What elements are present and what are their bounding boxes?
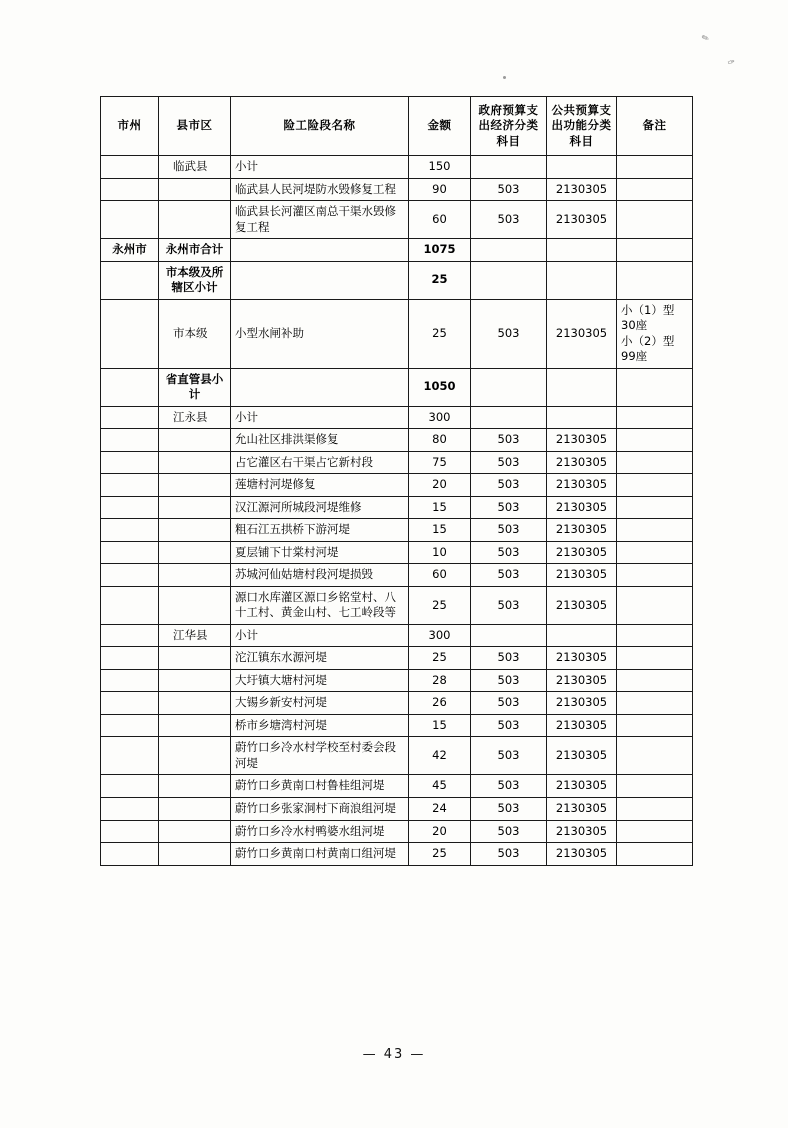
cell-functional-category: 2130305 <box>547 692 617 715</box>
column-header-functional-category: 公共预算支出功能分类科目 <box>547 97 617 156</box>
cell-remark <box>617 669 693 692</box>
cell-functional-category: 2130305 <box>547 843 617 866</box>
cell-project-name: 小计 <box>231 156 409 179</box>
cell-functional-category <box>547 239 617 262</box>
cell-project-name: 蔚竹口乡黄南口村黄南口组河堤 <box>231 843 409 866</box>
table-row <box>101 299 693 368</box>
cell-economic-category: 503 <box>471 541 547 564</box>
cell-city <box>101 156 159 179</box>
table-row <box>101 564 693 587</box>
cell-city <box>101 519 159 542</box>
cell-economic-category: 503 <box>471 737 547 775</box>
cell-project-name: 桥市乡塘湾村河堤 <box>231 714 409 737</box>
cell-city <box>101 647 159 670</box>
cell-remark <box>617 737 693 775</box>
column-header-economic-category: 政府预算支出经济分类科目 <box>471 97 547 156</box>
cell-project-name: 蔚竹口乡黄南口村鲁桂组河堤 <box>231 775 409 798</box>
table-row <box>101 647 693 670</box>
cell-city <box>101 496 159 519</box>
cell-remark: 小（1）型30座 小（2）型99座 <box>617 299 693 368</box>
cell-remark <box>617 519 693 542</box>
cell-city <box>101 178 159 201</box>
table-row <box>101 156 693 179</box>
cell-city <box>101 541 159 564</box>
cell-county <box>159 564 231 587</box>
cell-amount: 24 <box>409 797 471 820</box>
cell-functional-category <box>547 261 617 299</box>
table-header <box>101 97 693 156</box>
cell-project-name: 占它灌区右干渠占它新村段 <box>231 451 409 474</box>
cell-remark <box>617 368 693 406</box>
cell-economic-category: 503 <box>471 201 547 239</box>
cell-county <box>159 820 231 843</box>
cell-county <box>159 178 231 201</box>
cell-functional-category: 2130305 <box>547 647 617 670</box>
scan-artifact-marks <box>688 30 748 90</box>
cell-remark <box>617 586 693 624</box>
cell-amount: 60 <box>409 564 471 587</box>
cell-amount: 80 <box>409 429 471 452</box>
cell-remark <box>617 239 693 262</box>
cell-functional-category: 2130305 <box>547 474 617 497</box>
table-row <box>101 201 693 239</box>
scan-speck <box>503 76 506 79</box>
cell-project-name: 大圩镇大塘村河堤 <box>231 669 409 692</box>
cell-county <box>159 474 231 497</box>
cell-remark <box>617 843 693 866</box>
table-row <box>101 797 693 820</box>
table-row <box>101 624 693 647</box>
cell-amount: 45 <box>409 775 471 798</box>
cell-project-name <box>231 239 409 262</box>
cell-remark <box>617 496 693 519</box>
cell-city <box>101 843 159 866</box>
table-header-row <box>101 97 693 156</box>
cell-amount: 20 <box>409 474 471 497</box>
cell-functional-category: 2130305 <box>547 178 617 201</box>
cell-city <box>101 299 159 368</box>
cell-project-name: 汉江源河所城段河堤维修 <box>231 496 409 519</box>
cell-county <box>159 541 231 564</box>
table-row <box>101 737 693 775</box>
cell-county <box>159 451 231 474</box>
cell-economic-category: 503 <box>471 474 547 497</box>
cell-city <box>101 624 159 647</box>
cell-functional-category <box>547 368 617 406</box>
cell-project-name: 小计 <box>231 406 409 429</box>
table-row <box>101 474 693 497</box>
cell-amount: 300 <box>409 624 471 647</box>
cell-economic-category <box>471 368 547 406</box>
cell-remark <box>617 451 693 474</box>
cell-remark <box>617 201 693 239</box>
cell-amount: 25 <box>409 299 471 368</box>
cell-economic-category <box>471 239 547 262</box>
cell-project-name: 小计 <box>231 624 409 647</box>
cell-functional-category: 2130305 <box>547 564 617 587</box>
cell-remark <box>617 541 693 564</box>
cell-economic-category <box>471 624 547 647</box>
cell-city <box>101 474 159 497</box>
cell-functional-category: 2130305 <box>547 669 617 692</box>
cell-project-name: 粗石江五拱桥下游河堤 <box>231 519 409 542</box>
cell-economic-category: 503 <box>471 496 547 519</box>
cell-county: 省直管县小计 <box>159 368 231 406</box>
cell-project-name: 大锡乡新安村河堤 <box>231 692 409 715</box>
cell-amount: 25 <box>409 647 471 670</box>
cell-city <box>101 797 159 820</box>
cell-project-name: 蔚竹口乡冷水村学校至村委会段河堤 <box>231 737 409 775</box>
cell-amount: 75 <box>409 451 471 474</box>
cell-county: 永州市合计 <box>159 239 231 262</box>
cell-economic-category: 503 <box>471 669 547 692</box>
cell-project-name <box>231 261 409 299</box>
table-row <box>101 541 693 564</box>
table-row <box>101 261 693 299</box>
cell-remark <box>617 820 693 843</box>
cell-remark <box>617 406 693 429</box>
cell-project-name <box>231 368 409 406</box>
cell-amount: 25 <box>409 843 471 866</box>
cell-functional-category: 2130305 <box>547 541 617 564</box>
cell-economic-category <box>471 406 547 429</box>
cell-remark <box>617 474 693 497</box>
table-row <box>101 714 693 737</box>
column-header-remark: 备注 <box>617 97 693 156</box>
cell-amount: 15 <box>409 714 471 737</box>
table-row <box>101 820 693 843</box>
cell-project-name: 苏城河仙姑塘村段河堤损毁 <box>231 564 409 587</box>
cell-functional-category: 2130305 <box>547 451 617 474</box>
cell-amount: 15 <box>409 496 471 519</box>
cell-functional-category: 2130305 <box>547 299 617 368</box>
table-row <box>101 368 693 406</box>
cell-functional-category: 2130305 <box>547 201 617 239</box>
cell-economic-category: 503 <box>471 429 547 452</box>
cell-functional-category <box>547 624 617 647</box>
cell-economic-category: 503 <box>471 775 547 798</box>
cell-economic-category: 503 <box>471 647 547 670</box>
cell-remark <box>617 261 693 299</box>
table-row <box>101 178 693 201</box>
cell-project-name: 小型水闸补助 <box>231 299 409 368</box>
scan-mark-secondary-icon: ✑ <box>726 57 738 69</box>
cell-amount: 10 <box>409 541 471 564</box>
cell-amount: 60 <box>409 201 471 239</box>
cell-economic-category: 503 <box>471 820 547 843</box>
cell-county <box>159 519 231 542</box>
cell-amount: 25 <box>409 586 471 624</box>
cell-county: 市本级及所辖区小计 <box>159 261 231 299</box>
cell-county: 临武县 <box>159 156 231 179</box>
cell-amount: 28 <box>409 669 471 692</box>
cell-city <box>101 368 159 406</box>
cell-county <box>159 775 231 798</box>
cell-economic-category: 503 <box>471 299 547 368</box>
cell-county <box>159 429 231 452</box>
cell-functional-category: 2130305 <box>547 714 617 737</box>
cell-county: 江华县 <box>159 624 231 647</box>
cell-county <box>159 714 231 737</box>
table-row <box>101 429 693 452</box>
cell-functional-category: 2130305 <box>547 775 617 798</box>
cell-economic-category <box>471 261 547 299</box>
cell-functional-category: 2130305 <box>547 820 617 843</box>
cell-amount: 1050 <box>409 368 471 406</box>
cell-functional-category: 2130305 <box>547 797 617 820</box>
table-row <box>101 843 693 866</box>
cell-project-name: 夏层铺下廿棠村河堤 <box>231 541 409 564</box>
cell-functional-category <box>547 156 617 179</box>
cell-county <box>159 797 231 820</box>
cell-city <box>101 586 159 624</box>
cell-remark <box>617 692 693 715</box>
cell-county <box>159 669 231 692</box>
cell-remark <box>617 797 693 820</box>
cell-economic-category: 503 <box>471 797 547 820</box>
page-number: — 43 — <box>362 1047 426 1062</box>
cell-city <box>101 714 159 737</box>
cell-county: 江永县 <box>159 406 231 429</box>
cell-remark <box>617 564 693 587</box>
cell-remark <box>617 178 693 201</box>
cell-city <box>101 692 159 715</box>
cell-county <box>159 647 231 670</box>
cell-project-name: 蔚竹口乡张家洞村下商浪组河堤 <box>231 797 409 820</box>
cell-economic-category: 503 <box>471 519 547 542</box>
cell-economic-category: 503 <box>471 451 547 474</box>
cell-functional-category <box>547 406 617 429</box>
cell-project-name: 临武县长河灌区南总干渠水毁修复工程 <box>231 201 409 239</box>
cell-amount: 20 <box>409 820 471 843</box>
cell-amount: 42 <box>409 737 471 775</box>
cell-remark <box>617 156 693 179</box>
column-header-project-name: 险工险段名称 <box>231 97 409 156</box>
table-row <box>101 451 693 474</box>
cell-functional-category: 2130305 <box>547 737 617 775</box>
table-row <box>101 496 693 519</box>
scan-mark-icon: ✎ <box>700 33 712 45</box>
cell-functional-category: 2130305 <box>547 586 617 624</box>
table-row <box>101 239 693 262</box>
table-row <box>101 586 693 624</box>
cell-city <box>101 775 159 798</box>
cell-project-name: 莲塘村河堤修复 <box>231 474 409 497</box>
cell-project-name: 蔚竹口乡冷水村鸭婆水组河堤 <box>231 820 409 843</box>
cell-economic-category: 503 <box>471 692 547 715</box>
column-header-city: 市州 <box>101 97 159 156</box>
cell-county <box>159 496 231 519</box>
cell-city <box>101 406 159 429</box>
column-header-county: 县市区 <box>159 97 231 156</box>
cell-project-name: 源口水库灌区源口乡铭堂村、八十工村、黄金山村、七工岭段等 <box>231 586 409 624</box>
cell-city: 永州市 <box>101 239 159 262</box>
budget-allocation-table <box>100 96 693 866</box>
cell-city <box>101 564 159 587</box>
cell-economic-category: 503 <box>471 178 547 201</box>
cell-city <box>101 451 159 474</box>
cell-city <box>101 820 159 843</box>
cell-functional-category: 2130305 <box>547 519 617 542</box>
cell-city <box>101 669 159 692</box>
cell-city <box>101 429 159 452</box>
cell-economic-category: 503 <box>471 586 547 624</box>
cell-economic-category <box>471 156 547 179</box>
cell-project-name: 沱江镇东水源河堤 <box>231 647 409 670</box>
table-row <box>101 519 693 542</box>
cell-economic-category: 503 <box>471 564 547 587</box>
cell-county <box>159 737 231 775</box>
table-row <box>101 692 693 715</box>
cell-city <box>101 201 159 239</box>
cell-city <box>101 737 159 775</box>
table-row <box>101 669 693 692</box>
cell-functional-category: 2130305 <box>547 496 617 519</box>
cell-county <box>159 843 231 866</box>
cell-remark <box>617 647 693 670</box>
cell-amount: 150 <box>409 156 471 179</box>
cell-county <box>159 201 231 239</box>
cell-project-name: 允山社区排洪渠修复 <box>231 429 409 452</box>
cell-remark <box>617 624 693 647</box>
cell-economic-category: 503 <box>471 714 547 737</box>
cell-remark <box>617 775 693 798</box>
table-row <box>101 775 693 798</box>
cell-amount: 1075 <box>409 239 471 262</box>
cell-functional-category: 2130305 <box>547 429 617 452</box>
cell-amount: 26 <box>409 692 471 715</box>
table-body <box>101 156 693 866</box>
cell-project-name: 临武县人民河堤防水毁修复工程 <box>231 178 409 201</box>
cell-county <box>159 692 231 715</box>
cell-city <box>101 261 159 299</box>
table-row <box>101 406 693 429</box>
column-header-amount: 金额 <box>409 97 471 156</box>
cell-amount: 300 <box>409 406 471 429</box>
cell-amount: 15 <box>409 519 471 542</box>
cell-amount: 25 <box>409 261 471 299</box>
cell-remark <box>617 714 693 737</box>
cell-county <box>159 586 231 624</box>
cell-county: 市本级 <box>159 299 231 368</box>
cell-remark <box>617 429 693 452</box>
cell-amount: 90 <box>409 178 471 201</box>
cell-economic-category: 503 <box>471 843 547 866</box>
